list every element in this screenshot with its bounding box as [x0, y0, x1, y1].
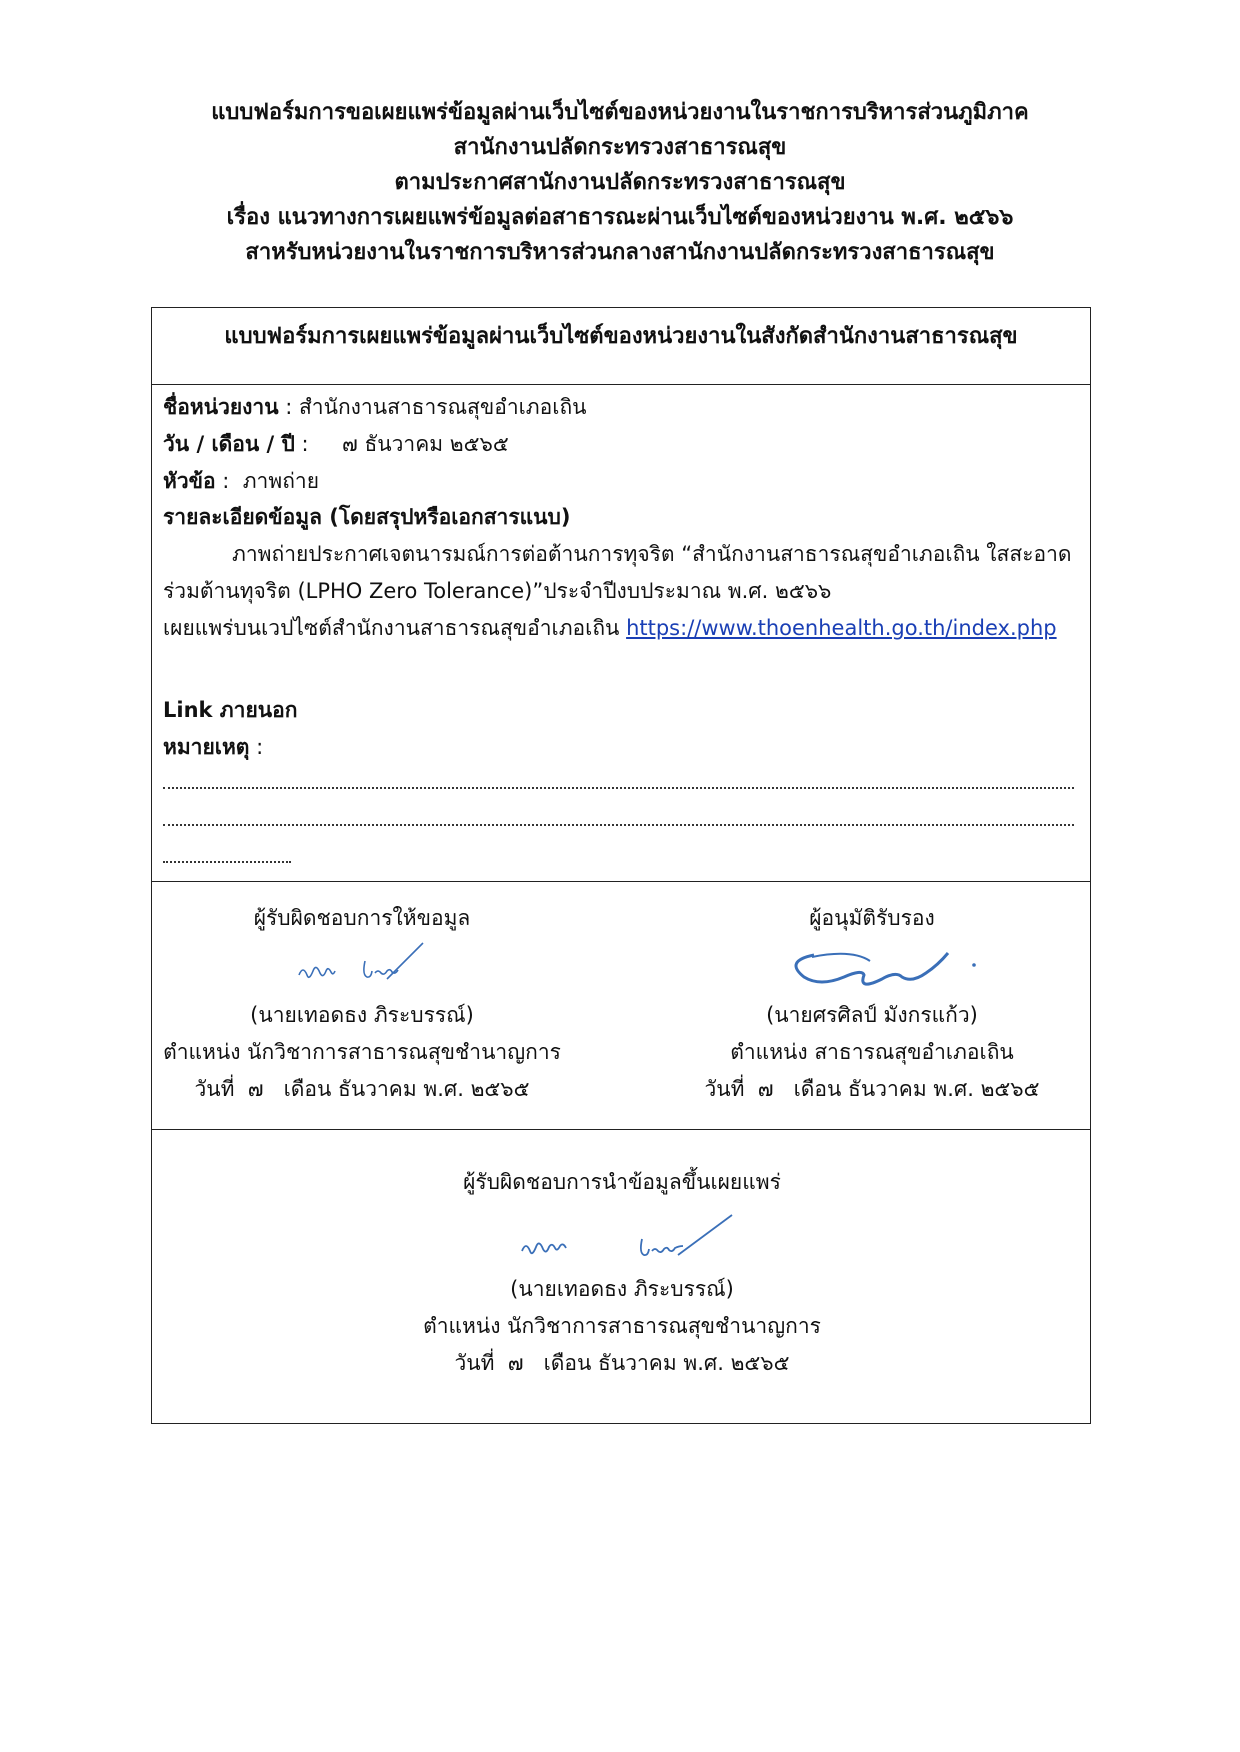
- agency-label: ชื่อหน่วยงาน: [163, 395, 279, 419]
- document-header: [0, 95, 1240, 270]
- date-label: วัน / เดือน / ปี: [163, 432, 295, 456]
- details-line-1: ภาพถ่ายประกาศเจตนารมณ์การต่อต้านการทุจริต “สำนักงานสาธารณสุขอำเภอเถิน ใสสะอาด: [232, 542, 1072, 566]
- left-signer-name: (นายเทอดธง ภิระบรรณ์): [250, 1003, 474, 1027]
- agency-value: : สำนักงานสาธารณสุขอำเภอเถิน: [278, 395, 587, 419]
- right-signer-position: ตำแหน่ง สาธารณสุขอำเภอเถิน: [730, 1040, 1014, 1064]
- form-title: แบบฟอร์มการเผยแพร่ข้อมูลผ่านเว็บไซต์ของหน่วยงานในสังกัดสำนักงานสาธารณสุข: [224, 324, 1018, 349]
- publisher-name: (นายเทอดธง ภิระบรรณ์): [510, 1277, 734, 1301]
- header-line-3: ตามประกาศสานักงานปลัดกระทรวงสาธารณสุข: [394, 170, 846, 195]
- publisher-date: วันที่ ๗ เดือน ธันวาคม พ.ศ. ๒๕๖๕: [454, 1351, 790, 1375]
- agency-row: [163, 389, 587, 425]
- publisher-section: [152, 1130, 1090, 1423]
- left-signature-block: [162, 900, 562, 1108]
- topic-row: [163, 463, 319, 499]
- website-link[interactable]: https://www.thoenhealth.go.th/index.php: [626, 616, 1057, 640]
- remark-dotted-line-2: [163, 824, 1074, 826]
- date-value: : ๗ ธันวาคม ๒๕๖๕: [294, 432, 509, 456]
- left-signer-role: ผู้รับผิดชอบการให้ขอมูล: [253, 906, 471, 930]
- details-line-3: [163, 610, 1057, 646]
- form-title-section: [152, 308, 1090, 385]
- right-signature-image: [752, 937, 992, 997]
- publication-form: [151, 307, 1091, 1424]
- right-signer-name: (นายศรศิลป์ มังกรแก้ว): [766, 1003, 978, 1027]
- remark-colon: :: [249, 735, 264, 759]
- remark-dotted-line-1: [163, 787, 1074, 789]
- header-line-2: สานักงานปลัดกระทรวงสาธารณสุข: [453, 135, 787, 160]
- signature-section: [152, 882, 1090, 1130]
- external-link-label: Link ภายนอก: [163, 698, 298, 722]
- header-line-4: เรื่อง แนวทางการเผยแพร่ข้อมูลต่อสาธารณะผ่านเว็บไซต์ของหน่วยงาน พ.ศ. ๒๕๖๖: [226, 205, 1014, 230]
- details-line-3-text: เผยแพร่บนเวปไซต์สำนักงานสาธารณสุขอำเภอเถิน: [163, 616, 627, 640]
- publisher-signature-image: [492, 1201, 752, 1271]
- publisher-position: ตำแหน่ง นักวิชาการสาธารณสุขชำนาญการ: [423, 1314, 821, 1338]
- left-signer-position: ตำแหน่ง นักวิชาการสาธารณสุขชำนาญการ: [163, 1040, 561, 1064]
- remark-dotted-line-3: [163, 861, 291, 863]
- remark-label: หมายเหตุ: [163, 735, 250, 759]
- topic-value: : ภาพถ่าย: [215, 469, 319, 493]
- header-line-1: แบบฟอร์มการขอเผยแพร่ข้อมูลผ่านเว็บไซต์ของหน่วยงานในราชการบริหารส่วนภูมิภาค: [211, 100, 1029, 125]
- details-line-2: ร่วมต้านทุจริต (LPHO Zero Tolerance)”ประจำปีงบประมาณ พ.ศ. ๒๕๖๖: [163, 579, 832, 603]
- remark-row: [163, 729, 263, 765]
- date-row: [163, 426, 509, 462]
- details-label: รายละเอียดข้อมูล (โดยสรุปหรือเอกสารแนบ): [163, 505, 571, 529]
- left-signature-image: [287, 937, 437, 997]
- right-signature-block: [672, 900, 1072, 1108]
- left-signer-date: วันที่ ๗ เดือน ธันวาคม พ.ศ. ๒๕๖๕: [194, 1077, 530, 1101]
- form-details-section: [152, 385, 1090, 882]
- header-line-5: สาหรับหน่วยงานในราชการบริหารส่วนกลางสานักงานปลัดกระทรวงสาธารณสุข: [245, 240, 995, 265]
- right-signer-date: วันที่ ๗ เดือน ธันวาคม พ.ศ. ๒๕๖๕: [704, 1077, 1040, 1101]
- right-signer-role: ผู้อนุมัติรับรอง: [809, 906, 935, 930]
- topic-label: หัวข้อ: [163, 469, 216, 493]
- publisher-signature-block: [372, 1164, 872, 1382]
- publisher-role: ผู้รับผิดชอบการนำข้อมูลขึ้นเผยแพร่: [463, 1170, 781, 1194]
